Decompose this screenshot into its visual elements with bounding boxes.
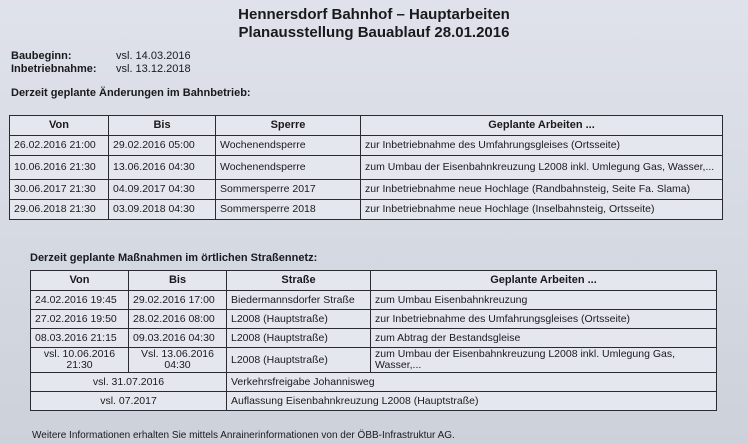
cell-von: 27.02.2016 19:50 [31, 310, 129, 329]
cell-von: 30.06.2017 21:30 [10, 180, 109, 200]
table-header-row [10, 116, 723, 136]
meta-baubeginn [11, 50, 191, 62]
col-header-strasse: Straße [227, 271, 371, 291]
table-row [31, 310, 717, 329]
cell-bis: 03.09.2018 04:30 [109, 200, 216, 220]
cell-bis: 29.02.2016 05:00 [109, 136, 216, 156]
cell-von: 29.06.2018 21:30 [10, 200, 109, 220]
cell-von: vsl. 10.06.2016 21:30 [31, 348, 129, 373]
table-header-row [31, 271, 717, 291]
cell-massnahme: Verkehrsfreigabe Johannisweg [227, 373, 717, 392]
cell-sperre: Sommersperre 2018 [216, 200, 361, 220]
cell-arbeiten: zur Inbetriebnahme neue Hochlage (Inselbahnsteig, Ortsseite) [361, 200, 723, 220]
cell-bis: 29.02.2016 17:00 [129, 291, 227, 310]
cell-von: 08.03.2016 21:15 [31, 329, 129, 348]
cell-arbeiten: zum Umbau der Eisenbahnkreuzung L2008 inkl. Umlegung Gas, Wasser,... [371, 348, 717, 373]
meta-label: Baubeginn: [11, 50, 72, 62]
cell-datum: vsl. 31.07.2016 [31, 373, 227, 392]
cell-bis: Vsl. 13.06.2016 04:30 [129, 348, 227, 373]
col-header-von: Von [31, 271, 129, 291]
table-row [10, 180, 723, 200]
col-header-arbeiten: Geplante Arbeiten ... [371, 271, 717, 291]
page-subtitle: Planausstellung Bauablauf 28.01.2016 [238, 24, 510, 41]
cell-bis: 28.02.2016 08:00 [129, 310, 227, 329]
cell-bis: 04.09.2017 04:30 [109, 180, 216, 200]
cell-sperre: Sommersperre 2017 [216, 180, 361, 200]
cell-von: 26.02.2016 21:00 [10, 136, 109, 156]
meta-inbetriebnahme [11, 63, 191, 75]
table-strassennetz [30, 270, 717, 411]
col-header-sperre: Sperre [216, 116, 361, 136]
cell-arbeiten: zur Inbetriebnahme des Umfahrungsgleises (Ortsseite) [361, 136, 723, 156]
table-bahnbetrieb [9, 115, 723, 220]
section-heading-strassennetz: Derzeit geplante Maßnahmen im örtlichen Straßennetz: [30, 252, 318, 264]
table-row [10, 156, 723, 180]
meta-label: Inbetriebnahme: [11, 63, 97, 75]
cell-von: 24.02.2016 19:45 [31, 291, 129, 310]
cell-von: 10.06.2016 21:30 [10, 156, 109, 180]
cell-arbeiten: zum Umbau Eisenbahnkreuzung [371, 291, 717, 310]
cell-bis: 09.03.2016 04:30 [129, 329, 227, 348]
table-row [10, 200, 723, 220]
cell-sperre: Wochenendsperre [216, 136, 361, 156]
col-header-arbeiten: Geplante Arbeiten ... [361, 116, 723, 136]
table-row [31, 329, 717, 348]
page-title: Hennersdorf Bahnhof – Hauptarbeiten [238, 6, 510, 23]
table-row-merged [31, 373, 717, 392]
cell-arbeiten: zum Abtrag der Bestandsgleise [371, 329, 717, 348]
cell-strasse: L2008 (Hauptstraße) [227, 329, 371, 348]
cell-datum: vsl. 07.2017 [31, 392, 227, 411]
cell-bis: 13.06.2016 04:30 [109, 156, 216, 180]
cell-arbeiten: zur Inbetriebnahme neue Hochlage (Randbahnsteig, Seite Fa. Slama) [361, 180, 723, 200]
table-row [10, 136, 723, 156]
footer-note: Weitere Informationen erhalten Sie mittels Anrainerinformationen von der ÖBB-Infrastruktur AG. [32, 430, 455, 441]
table-row [31, 291, 717, 310]
cell-strasse: L2008 (Hauptstraße) [227, 348, 371, 373]
table-row [31, 348, 717, 373]
meta-value: vsl. 14.03.2016 [116, 50, 191, 62]
cell-arbeiten: zur Inbetriebnahme des Umfahrungsgleises (Ortsseite) [371, 310, 717, 329]
cell-strasse: Biedermannsdorfer Straße [227, 291, 371, 310]
section-heading-bahnbetrieb: Derzeit geplante Änderungen im Bahnbetrieb: [11, 87, 251, 99]
table-row-merged [31, 392, 717, 411]
cell-strasse: L2008 (Hauptstraße) [227, 310, 371, 329]
cell-sperre: Wochenendsperre [216, 156, 361, 180]
col-header-bis: Bis [129, 271, 227, 291]
cell-massnahme: Auflassung Eisenbahnkreuzung L2008 (Hauptstraße) [227, 392, 717, 411]
cell-arbeiten: zum Umbau der Eisenbahnkreuzung L2008 inkl. Umlegung Gas, Wasser,... [361, 156, 723, 180]
col-header-bis: Bis [109, 116, 216, 136]
meta-value: vsl. 13.12.2018 [116, 63, 191, 75]
col-header-von: Von [10, 116, 109, 136]
